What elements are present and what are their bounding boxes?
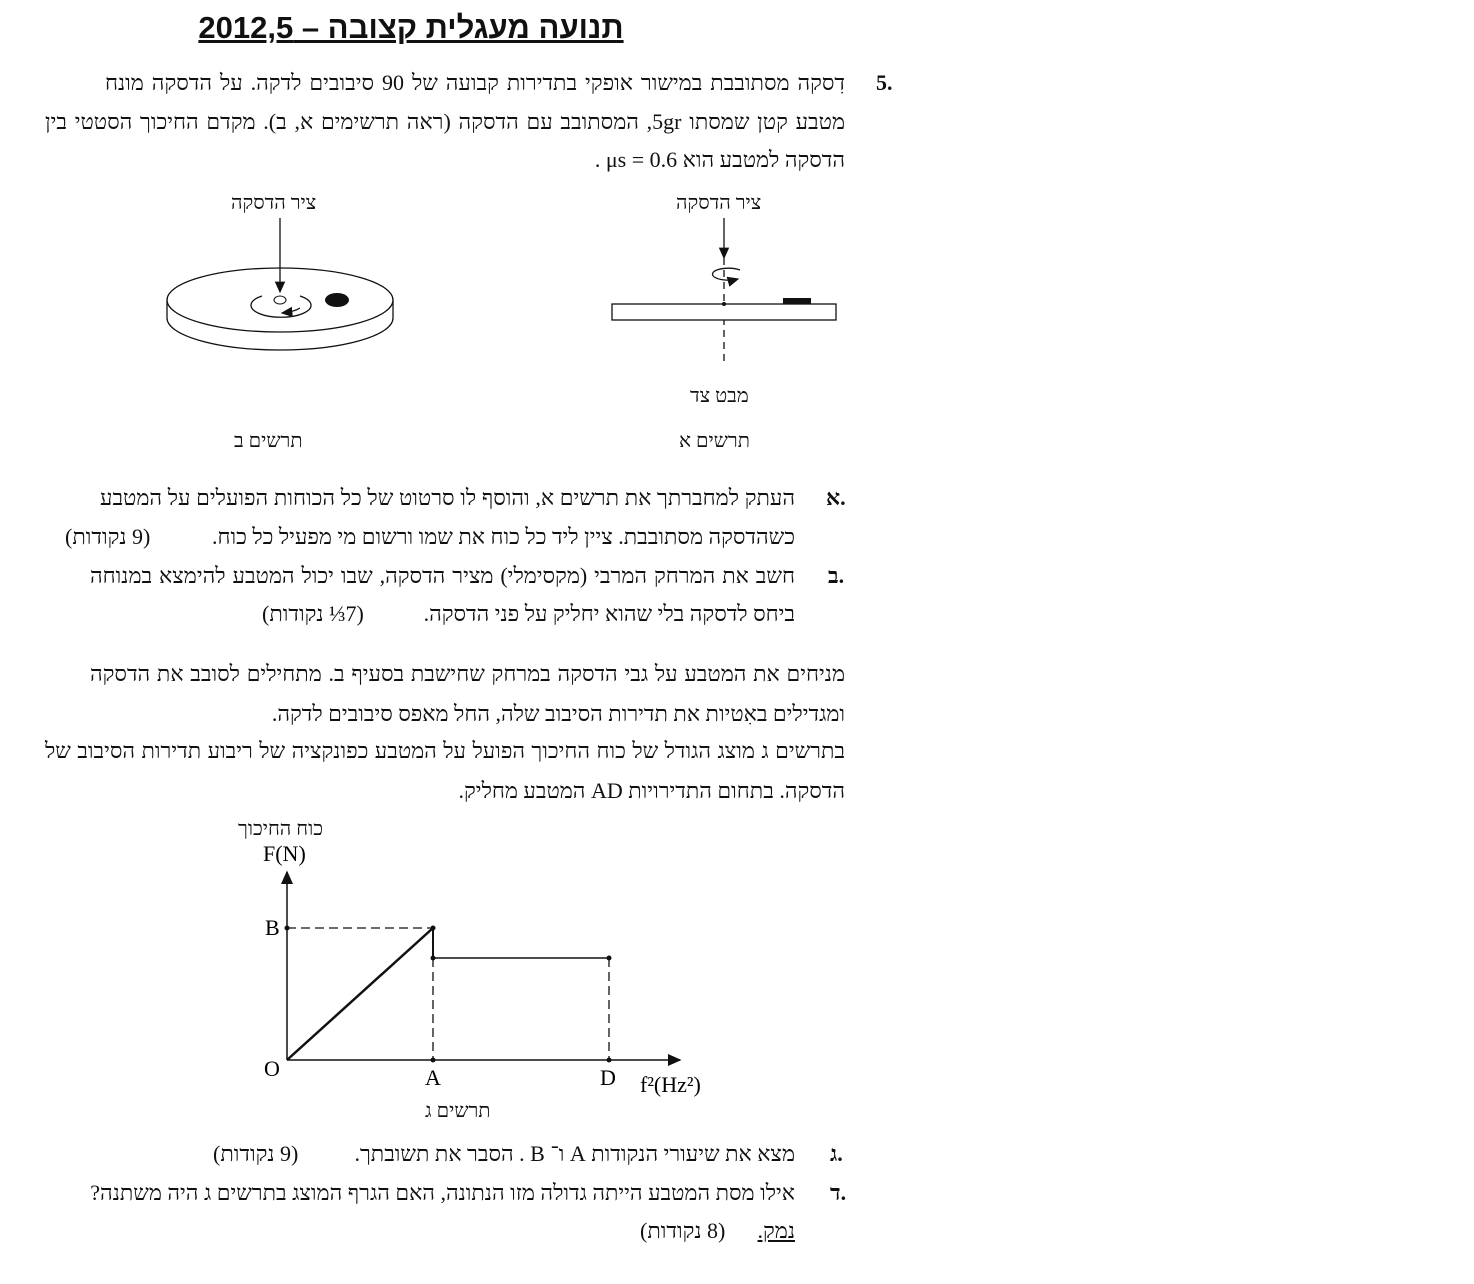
label-a: A [425,1065,441,1090]
axis-label-a: ציר הדסקה [676,192,762,214]
coin [783,298,811,304]
page-title: תנועה מעגלית קצובה – 2012,5 [198,10,624,45]
friction-graph [263,841,701,1097]
part-a-letter: א. [826,485,846,510]
label-d: D [600,1065,616,1090]
y-axis-hebrew-label: כוח החיכוך [238,818,324,840]
y-axis-label: F(N) [263,841,306,866]
caption-b: תרשים ב [234,430,303,452]
part-b-letter: ב. [828,563,845,588]
part-d-line: אילו מסת המטבע הייתה גדולה מזו הנתונה, האם הגרף המוצג בתרשים ג היה משתנה? [90,1180,795,1205]
coin [325,293,349,307]
part-b-points: (7⅓ נקודות) [262,601,364,626]
paragraph-line: הדסקה. בתחום התדירויות AD המטבע מחליק. [458,778,845,803]
part-d-explain: נמק. [757,1218,795,1243]
side-view-diagram [612,218,836,365]
x-axis-label: f²(Hz²) [640,1072,701,1097]
part-a-line: העתק למחברתך את תרשים א, והוסף לו סרטוט של כל הכוחות הפועלים על המטבע [100,485,795,510]
paragraph-line: בתרשים ג מוצג הגודל של כוח החיכוך הפועל על המטבע כפונקציה של ריבוע תדירות הסיבוב של [45,738,845,763]
part-c-line: מצא את שיעורי הנקודות A ו־ B . הסבר את תשובתך. [354,1141,795,1166]
axis-label-b: ציר הדסקה [231,192,317,214]
intro-line: מטבע קטן שמסתו 5gr, המסתובב עם הדסקה (ראה תרשימים א, ב). מקדם החיכוך הסטטי בין [45,109,845,134]
part-d-letter: ד. [830,1180,847,1205]
caption-c: תרשים ג [425,1100,491,1122]
part-d-points: (8 נקודות) [640,1218,726,1243]
side-view-label: מבט צד [690,385,749,407]
part-a-points: (9 נקודות) [65,524,151,549]
disk-diagram [167,218,393,350]
intro-line: הדסקה למטבע הוא μs = 0.6 . [594,147,845,172]
label-b: B [265,915,280,940]
part-b-line: ביחס לדסקה בלי שהוא יחליק על פני הדסקה. [423,601,795,626]
part-a-line: כשהדסקה מסתובבת. ציין ליד כל כוח את שמו ורשום מי מפעיל כל כוח. [211,524,795,549]
paragraph-line: מניחים את המטבע על גבי הדסקה במרחק שחישבת בסעיף ב. מתחילים לסובב את הדסקה [90,661,845,686]
question-number: 5. [876,70,893,95]
linear-segment [287,928,433,1060]
label-origin: O [264,1056,280,1081]
paragraph-line: ומגדילים באִטיות את תדירות הסיבוב שלה, החל מאפס סיבובים לדקה. [271,701,845,726]
intro-line: דִסקה מסתובבת במישור אופקי בתדירות קבועה של 90 סיבובים לדקה. על הדסקה מונח [105,70,845,95]
part-c-letter: ג. [830,1141,843,1166]
part-c-points: (9 נקודות) [213,1141,299,1166]
part-b-line: חשב את המרחק המרבי (מקסימלי) מציר הדסקה, שבו יכול המטבע להימצא במנוחה [90,563,795,588]
caption-a: תרשים א [679,430,750,452]
